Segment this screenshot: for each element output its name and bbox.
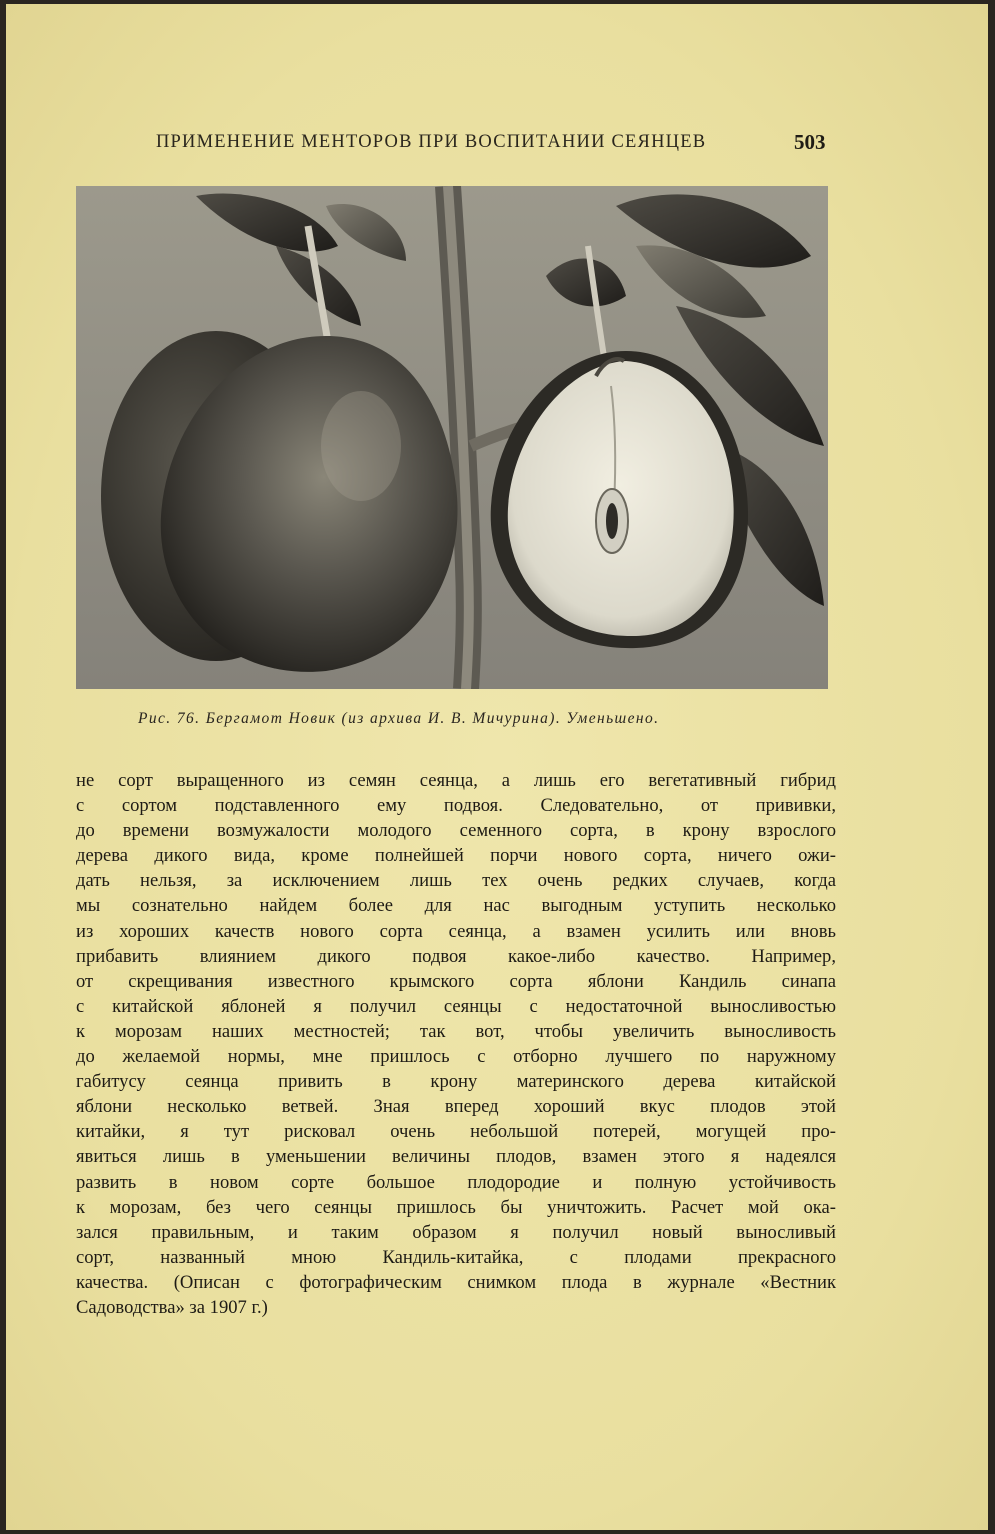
body-text — [76, 768, 836, 1320]
running-title: ПРИМЕНЕНИЕ МЕНТОРОВ ПРИ ВОСПИТАНИИ СЕЯНЦЕВ — [156, 132, 707, 152]
text-line: дерева дикого вида, кроме полнейшей порчи нового сорта, ничего ожи- — [76, 845, 836, 867]
text-line: зался правильным, и таким образом я получил новый выносливый — [76, 1221, 836, 1243]
text-line: габитусу сеянца привить в крону материнского дерева китайской — [76, 1071, 836, 1093]
text-line: с сортом подставленного ему подвоя. Следовательно, от прививки, — [76, 795, 836, 817]
text-line: до времени возмужалости молодого семенного сорта, в крону взрослого — [76, 820, 836, 842]
text-line: мы сознательно найдем более для нас выгодным уступить несколько — [76, 895, 836, 917]
text-line: от скрещивания известного крымского сорта яблони Кандиль синапа — [76, 970, 836, 992]
text-line: к морозам, без чего сеянцы пришлось бы уничтожить. Расчет мой ока- — [76, 1196, 836, 1218]
text-line: явиться лишь в уменьшении величины плодов, взамен этого я надеялся — [76, 1146, 836, 1168]
text-line: качества. (Описан с фотографическим снимком плода в журнале «Вестник — [76, 1271, 836, 1293]
book-page — [6, 4, 988, 1530]
text-line: не сорт выращенного из семян сеянца, а лишь его вегетативный гибрид — [76, 770, 836, 791]
text-line: сорт, названный мною Кандиль-китайка, с плодами прекрасного — [76, 1246, 836, 1268]
pear-illustration — [76, 186, 828, 689]
figure-caption: Рис. 76. Бергамот Новик (из архива И. В. Мичурина). Уменьшено. — [138, 710, 660, 727]
text-line: с китайской яблоней я получил сеянцы с недостаточной выносливостью — [76, 995, 836, 1017]
pear-photograph — [76, 186, 828, 689]
text-line: яблони несколько ветвей. Зная вперед хороший вкус плодов этой — [76, 1096, 836, 1118]
text-line: до желаемой нормы, мне пришлось с отборно лучшего по наружному — [76, 1046, 836, 1068]
text-line: из хороших качеств нового сорта сеянца, а взамен усилить или вновь — [76, 920, 836, 942]
text-line: китайки, я тут рисковал очень небольшой потерей, могущей про- — [76, 1121, 836, 1143]
text-line: прибавить влиянием дикого подвоя какое-либо качество. Например, — [76, 945, 836, 967]
text-line: к морозам наших местностей; так вот, чтобы увеличить выносливость — [76, 1020, 836, 1042]
page-number: 503 — [794, 130, 826, 154]
text-line: Садоводства» за 1907 г.) — [76, 1296, 268, 1318]
text-line: дать нельзя, за исключением лишь тех очень редких случаев, когда — [76, 870, 836, 892]
text-line: развить в новом сорте большое плодородие и полную устойчивость — [76, 1171, 836, 1193]
